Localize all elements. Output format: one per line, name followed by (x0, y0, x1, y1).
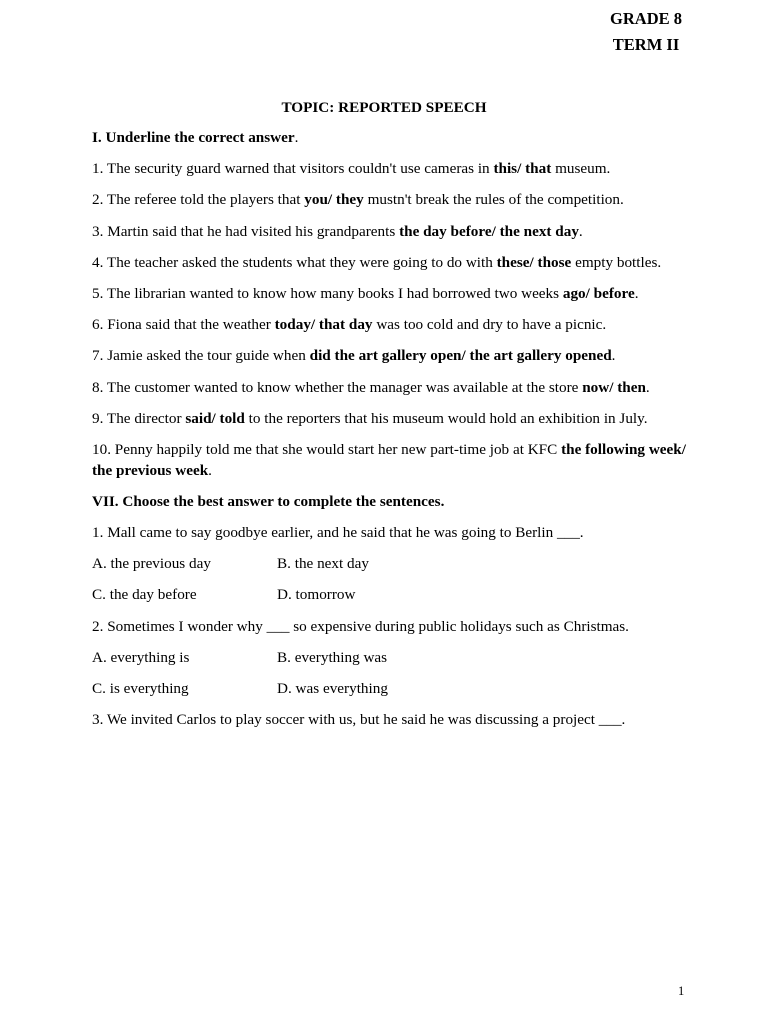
question-1-2 (92, 190, 690, 211)
answer-choices: the day before/ the next day (399, 222, 579, 240)
option-b: B. everything was (277, 648, 388, 666)
question-text: 2. The referee told the players that (92, 191, 305, 209)
answer-choices: said/ told (185, 409, 245, 427)
question-1-7 (92, 346, 690, 367)
term-label: TERM II (612, 35, 680, 54)
answer-choices: did the art gallery open/ the art gallery opened (309, 347, 612, 365)
section-1-heading (92, 128, 690, 149)
question-text: 9. The director (92, 409, 186, 427)
option-d: D. was everything (277, 679, 388, 697)
question-text-end: mustn't break the rules of the competition. (363, 191, 624, 209)
section-1-title-period: . (294, 129, 299, 146)
worksheet-content (92, 128, 690, 741)
grade-label: GRADE 8 (610, 9, 682, 28)
page-number: 1 (678, 984, 685, 998)
question-1-1 (92, 159, 690, 180)
answer-choices: this/ that (493, 160, 552, 178)
answer-choices: these/ those (496, 253, 572, 271)
question-text: 5. The librarian wanted to know how many books I had borrowed two weeks (92, 284, 563, 302)
question-1-4 (92, 253, 690, 274)
answer-choices: the following week/ the previous week (92, 440, 686, 479)
question-text-end: was too cold and dry to have a picnic. (372, 316, 607, 334)
question-text-end: . (634, 284, 639, 302)
question-1-3 (92, 222, 690, 243)
option-b: B. the next day (277, 555, 369, 573)
answer-choices: you/ they (304, 191, 364, 209)
question-1-9 (92, 409, 690, 430)
question-1-8 (92, 378, 690, 399)
question-text-end: . (208, 461, 212, 479)
option-a: A. everything is (92, 648, 190, 666)
question-text: 7. Jamie asked the tour guide when (92, 347, 310, 365)
page-header (610, 6, 682, 58)
topic-title: TOPIC: REPORTED SPEECH (281, 99, 487, 116)
question-2-3: 3. We invited Carlos to play soccer with us, but he said he was discussing a project ___. (92, 711, 626, 729)
section-1-title: I. Underline the correct answer (92, 129, 295, 146)
answer-choices: now/ then (582, 378, 646, 396)
question-1-6 (92, 315, 690, 336)
option-a: A. the previous day (92, 555, 211, 573)
question-text-end: museum. (551, 160, 611, 178)
question-1-10 (92, 440, 690, 482)
answer-choices: today/ that day (274, 316, 373, 334)
question-2-1: 1. Mall came to say goodbye earlier, and he said that he was going to Berlin ___. (92, 524, 584, 542)
option-d: D. tomorrow (277, 586, 356, 604)
question-text-end: . (645, 378, 650, 396)
answer-choices: ago/ before (562, 284, 635, 302)
question-2-2-options (92, 648, 690, 700)
question-text-end: . (611, 347, 616, 365)
question-text: 10. Penny happily told me that she would start her new part-time job at KFC (92, 440, 562, 458)
question-text: 3. Martin said that he had visited his grandparents (92, 222, 400, 240)
question-2-1-options (92, 554, 690, 606)
question-text: 6. Fiona said that the weather (92, 316, 275, 334)
question-2-2: 2. Sometimes I wonder why ___ so expensive during public holidays such as Christmas. (92, 617, 629, 635)
question-text-end: to the reporters that his museum would hold an exhibition in July. (244, 409, 648, 427)
question-text: 4. The teacher asked the students what they were going to do with (92, 253, 497, 271)
question-1-5 (92, 284, 690, 305)
question-text: 1. The security guard warned that visitors couldn't use cameras in (92, 160, 494, 178)
question-text-end: empty bottles. (571, 253, 662, 271)
question-text-end: . (578, 222, 583, 240)
option-c: C. is everything (92, 679, 189, 697)
section-2-title: VII. Choose the best answer to complete the sentences. (92, 492, 445, 510)
question-text: 8. The customer wanted to know whether the manager was available at the store (92, 378, 583, 396)
option-c: C. the day before (92, 586, 197, 604)
